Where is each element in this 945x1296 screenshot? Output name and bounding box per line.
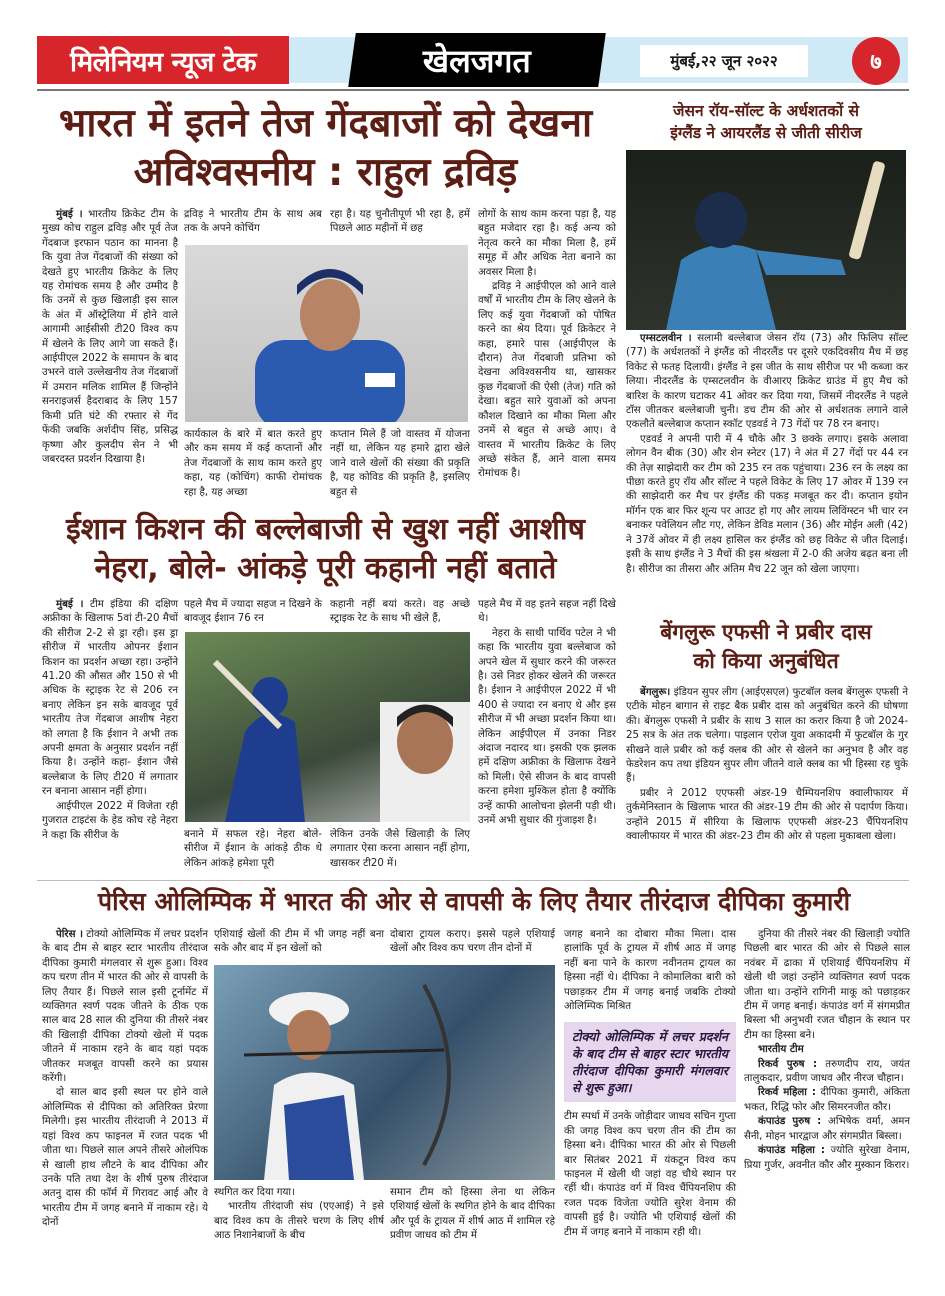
- ishan-col-3-bottom: [330, 828, 470, 871]
- team-heading: भारतीय टीम: [758, 1044, 804, 1056]
- body-text: जगह बनाने का दोबारा मौका मिला। दास हालांकि पूर्व के ट्रायल में शीर्ष आठ में जगह नहीं बना पाने के कारण नवीनतम ट्रायल का हिस्सा नहीं थे। दीपिका ने कोमालिका बारी को पछाड़कर टीम में जगह बनाई जबकि टोक्यो ओलिम्पिक मिश्रित: [564, 929, 736, 1013]
- deepika-photo-illustration: [214, 965, 555, 1180]
- deepika-col-3-bottom: [390, 1186, 555, 1244]
- team-names: अभिषेक वर्मा, अमन सैनी, मोहन भारद्वाज और संगमप्रीत बिस्ला।: [744, 1116, 911, 1142]
- headline-line: भारत में इतने तेज गेंदबाजों को देखना: [58, 101, 593, 146]
- dravid-col-4: [478, 208, 616, 482]
- team-label: कंपाउंड महिला :: [758, 1145, 825, 1157]
- headline-england: [620, 100, 912, 144]
- team-names: ज्योति सुरेखा वेनाम, प्रिया गुर्जर, अवनीत कौर और मुस्कान किरार।: [744, 1145, 910, 1171]
- deepika-col-2-top: [214, 928, 384, 957]
- issue-date: मुंबई,२२ जून २०२२: [640, 45, 808, 77]
- deepika-col-4: [564, 928, 736, 1240]
- team-list-item: [744, 1058, 910, 1087]
- deepika-col-5: [744, 928, 910, 1173]
- ishan-col-2-bottom: [184, 828, 322, 871]
- dateline: बेंगलुरू।: [640, 687, 671, 698]
- team-names: तरुणदीप राय, जयंत तालुकदार, प्रवीण जाधव और नीरज चौहान।: [744, 1058, 910, 1085]
- roy-photo-illustration: [626, 150, 906, 330]
- team-list-item: [744, 1086, 910, 1115]
- body-text: एडवर्ड ने अपनी पारी में 4 चौके और 3 छक्के लगाए। इसके अलावा लोगन वैन बीक (30) और शेन स्नेटर (17) ने अंत में 27 गेंदों पर 44 रन की तेज़ साझेदारी कर टीम को 235 रन तक पहुंचाया। 236 रन के लक्ष्य का पीछा करते हुए रॉय और सॉल्ट ने पहले विकेट के लिए 17 ओवर में 139 रन की साझेदारी कर मैच पर इंग्लैंड की पकड़ मजबूत कर दी। कप्तान इयोन मॉर्गन एक बार फिर शून्य पर आउट हो गए और लायम लिविंग्स्टन भी चार रन बनाकर पवेलियन लौट गए, लेकिन डेविड मलान (36) और मोईन अली (42) ने 37वें ओवर में ही लक्ष्य हासिल कर इंग्लैंड को छह विकेट से जीत दिलाई। इसी के साथ इंग्लैंड ने 3 मैचों की इस श्रंखला में 2-0 की अजेय बढ़त बना ली है। सीरीज का तीसरा और अंतिम मैच 22 जून को खेला जाएगा।: [626, 433, 908, 575]
- jason-roy-photo: [626, 150, 906, 330]
- body-text: नेहरा के साथी पार्थिव पटेल ने भी कहा कि भारतीय युवा बल्लेबाज को अपने खेल में सुधार करने की जरूरत है। उसे निडर होकर खेलने की जरूरत है। ईशान ने आईपीएल 2022 में भी 400 से ज्यादा रन बनाए थे और इस सीरीज में भी अच्छा प्रदर्शन किया था। लेकिन आईपीएल में उनका निडर अंदाज नदारद था। इसकी एक झलक हमें दक्षिण अफ्रीका के खिलाफ देखने को मिली। ऐसे सीजन के बाद वापसी करना हमेशा मुश्किल होता है क्योंकि उन्हें काफी आलोचना झेलनी पड़ी थी। उनमें अभी सुधार की गुंजाइश है।: [478, 627, 616, 827]
- body-text: पहले मैच में ज्यादा सहज न दिखने के बावजूद ईशान 76 रन: [184, 599, 322, 625]
- team-label: कंपाउंड पुरुष :: [758, 1116, 822, 1128]
- body-text: पहले मैच में वह इतने सहज नहीं दिखे थे।: [478, 599, 616, 625]
- body-text: बनाने में सफल रहे। नेहरा बोले- सीरीज में ईशान के आंकड़े ठीक थे लेकिन आंकड़े हमेशा पूरी: [184, 829, 322, 869]
- dravid-col-2-top: [184, 208, 322, 237]
- body-text: एशियाई खेलों की टीम में भी जगह नहीं बना सके और बाद में इन खेलों को: [214, 929, 384, 955]
- england-body: [626, 332, 908, 577]
- headline-line: अविश्वसनीय : राहुल द्रविड़: [133, 149, 518, 195]
- team-names: दीपिका कुमारी, अंकिता भकत, रिद्धि फोर और सिमरनजीत कौर।: [744, 1087, 910, 1113]
- body-text: समान टीम को हिस्सा लेना था लेकिन एशियाई खेलों के स्थगित होने के बाद दीपिका और पूर्व के ट्रायल में शीर्ष आठ में शामिल रहे प्रवीण जाधव को टीम में: [390, 1187, 555, 1242]
- body-text: कप्तान मिले हैं जो वास्तव में योजना नहीं था, लेकिन यह हमारे द्वारा खेले जाने वाले खेलों की संख्या की प्रकृति है, यह कोविड की प्रकृति है, इसलिए बहुत से: [330, 429, 470, 498]
- ishan-photo-illustration: [185, 632, 470, 822]
- team-list-item: [744, 1144, 910, 1173]
- pull-quote: टोक्यो ओलिम्पिक में लचर प्रदर्शन के बाद टीम से बाहर स्टार भारतीय तीरंदाज दीपिका कुमारी मंगलवार से शुरू हुआ।: [564, 1022, 736, 1102]
- headline-line: बेंगलुरू एफसी ने प्रबीर दास: [660, 620, 872, 644]
- team-label: रिकर्व महिला :: [758, 1087, 816, 1099]
- dateline: मुंबई ।: [56, 599, 84, 610]
- headline-line: को किया अनुबंधित: [693, 649, 839, 673]
- header-divider: [37, 89, 909, 91]
- body-text: भारतीय क्रिकेट टीम के मुख्य कोच राहुल द्रविड़ और पूर्व तेज गेंदबाज इरफान पठान का मानना है कि युवा तेज गेंदबाजों की संख्या को देखते हुए भारतीय क्रिकेट के लिए यह रोमांचक समय है और उम्मीद है कि उनमें से कुछ खिलाड़ी इस साल के अंत में ऑस्ट्रेलिया में होने वाले आगामी आईसीसी टी20 विश्व कप में खेलने के लिए आगे जा सकते हैं। आईपीएल 2022 के समापन के बाद उभरने वाले उल्लेखनीय तेज गेंदबाजों में उमरान मलिक शामिल हैं जिन्होंने सनराइजर्स हैदराबाद के लिए 157 किमी प्रति घंटे की रफ्तार से गेंद फेंकी जबकि अर्शदीप सिंह, प्रसिद्ध कृष्णा और कुलदीप सेन ने भी जबरदस्त प्रदर्शन दिखाया है।: [42, 209, 178, 465]
- headline-line: नेहरा, बोले- आंकड़े पूरी कहानी नहीं बताते: [94, 551, 557, 586]
- dateline: मुंबई ।: [56, 209, 83, 220]
- team-label: रिकर्व पुरुष :: [758, 1058, 818, 1070]
- body-text: द्रविड़ ने आईपीएल को आने वाले वर्षों में भारतीय टीम के लिए खेलने के लिए कई युवा गेंदबाजों को पोषित करने का श्रेय दिया। पूर्व क्रिकेटर ने कहा, हमारे पास (आईपीएल के दौरान) तेज गेंदबाजी प्रतिभा को देखना अविश्वसनीय था, खासकर कुछ गेंदबाजों की ऐसी (तेज) गति को देखा। बहुत सारे युवाओं को अपना कौशल दिखाने का मौका मिला और उनमें से बहुत से अच्छे आए। वे वास्तव में भारतीय क्रिकेट के लिए अच्छे संकेत हैं, आने वाला समय रोमांचक है।: [478, 281, 616, 480]
- ishan-col-3-top: [330, 598, 470, 627]
- ishan-nehra-photo: [185, 632, 470, 822]
- dravid-col-3-bottom: [330, 428, 470, 500]
- masthead-text: मिलेनियम न्यूज टेक: [69, 46, 257, 78]
- ishan-col-2-top: [184, 598, 322, 627]
- body-text: सलामी बल्लेबाज जेसन रॉय (73) और फिलिप सॉल्ट (77) के अर्धशतकों ने इंग्लैंड को नीदरलैंड पर दूसरे एकदिवसीय मैच में छह विकेट से फतह दिलायी। इंग्लैंड ने इस जीत के साथ सीरीज पर भी कब्जा कर लिया। नीदरलैंड के एम्सटलवीन के वीआरए क्रिकेट ग्राउंड में हुए मैच को बारिश के कारण घटाकर 41 ओवर कर दिया गया, जिसमें नीदरलैंड ने पहले टॉस जीतकर बल्लेबाजी चुनी। डच टीम की ओर से अर्धशतक लगाने वाले एकलौते बल्लेबाज कप्तान स्कॉट एडवर्ड ने 73 गेंदों पर 78 रन बनाए।: [626, 333, 908, 431]
- body-text: भारतीय तीरंदाजी संघ (एएआई) ने इसे बाद विश्व कप के तीसरे चरण के लिए शीर्ष आठ निशानेबाजों के बीच: [214, 1201, 384, 1242]
- body-text: इंडियन सुपर लीग (आईएसएल) फुटबॉल क्लब बेंगलुरू एफसी ने एटीके मोहन बागान से राइट बैक प्रबीर दास को अनुबंधित करने की घोषणा की। बेंगलुरू एफसी ने प्रबीर के साथ 3 साल का करार किया है जो 2024-25 सत्र के अंत तक चलेगा। पाइलान एरोज युवा अकादमी में फुटबॉल के गुर सीखने वाले प्रबीर को कई क्लब की ओर से खेलने का अनुभव है और वह फेडरेशन कप तथा इंडियन सुपर लीग जीतने वाले क्लब का भी हिस्सा रह चुके हैं।: [626, 687, 908, 785]
- body-text: दुनिया की तीसरे नंबर की खिलाड़ी ज्योति पिछली बार भारत की ओर से पिछले साल नवंबर में ढाका में एशियाई चैंपियनशिप में खेली थी जहां उन्होंने व्यक्तिगत स्वर्ण पदक जीता था। उन्होंने रागिनी माकू को पछाड़कर टीम में जगह बनाई। कंपाउंड वर्ग में संगमप्रीत बिस्ला भी अनुभवी रजत चौहान के स्थान पर टीम का हिस्सा बने।: [744, 929, 910, 1041]
- body-text: टोक्यो ओलिम्पिक में लचर प्रदर्शन के बाद टीम से बाहर स्टार भारतीय तीरंदाज दीपिका कुमारी मंगलवार से शुरू हुआ। विश्व कप चरण तीन में भारत की ओर से वापसी के लिए तैयार हैं। पिछले साल इसी टूर्नामेंट में व्यक्तिगत स्वर्ण पदक जीतने के ठीक एक साल बाद 28 साल की दुनिया की तीसरे नंबर की खिलाड़ी दीपिका टोक्यो खेलो में पदक जीतने में नाकाम रहने के बाद यहां पदक जीतकर मजबूत वापसी करने का प्रयास करेंगी।: [42, 929, 208, 1085]
- dateline: एम्सटलवीन ।: [640, 333, 692, 344]
- body-text: कार्यकाल के बारे में बात करते हुए और कम समय में कई कप्तानों और तेज गेंदबाजों के साथ काम करते हुए कहा, यह (कोचिंग) काफी रोमांचक रहा है, यह अच्छा: [184, 429, 322, 498]
- body-text: स्थगित कर दिया गया।: [214, 1187, 295, 1198]
- deepika-col-1: [42, 928, 208, 1231]
- dravid-photo: [185, 245, 468, 422]
- headline-ishan: [38, 510, 613, 588]
- headline-deepika: पेरिस ओलिम्पिक में भारत की ओर से वापसी के लिए तैयार तीरंदाज दीपिका कुमारी: [97, 887, 851, 916]
- headline-line: जेसन रॉय-सॉल्ट के अर्धशतकों से: [672, 102, 860, 120]
- ishan-col-1: [42, 598, 178, 843]
- body-text: दोबारा ट्रायल कराए। इससे पहले एशियाई खेलों और विश्व कप चरण तीन दोनों में: [390, 929, 555, 955]
- dravid-photo-illustration: [185, 245, 468, 422]
- body-text: टीम इंडिया की दक्षिण अफ्रीका के खिलाफ 5वां टी-20 मैचों की सीरीज 2-2 से ड्रा रही। इस ड्रा सीरीज में भारतीय ओपनर ईशान किशन का प्रदर्शन अच्छा रहा। उन्होंने 41.20 की औसत और 150 से भी अधिक के स्ट्राइक रेट से 206 रन बनाए लेकिन इन सके बावजूद पूर्व भारतीय तेज गेंदबाज आशीष नेहरा को लगता है कि ईशान ने अभी तक अपनी क्षमता के अनुसार प्रदर्शन नहीं किया है। उन्होंने कहा- ईशान जैसे बल्लेबाज के लिए टी20 में लगातार रन बनाना आसान नहीं होगा।: [42, 599, 178, 798]
- body-text: कहानी नहीं बयां करते। वह अच्छे स्ट्राइक रेट के साथ भी खेले हैं,: [330, 599, 470, 625]
- deepika-col-2-bottom: [214, 1186, 384, 1244]
- section-divider: [37, 880, 909, 881]
- body-text: लेकिन उनके जैसे खिलाड़ी के लिए लगातार ऐसा करना आसान नहीं होगा, खासकर टी20 में।: [330, 829, 470, 869]
- body-text: दो साल बाद इसी स्थल पर होने वाले ओलिम्पिक से दीपिका को अतिरिक्त प्रेरणा मिलेगी। इस भारतीय तीरंदाजी ने 2013 में यहां विश्व कप फाइनल में रजत पदक भी जीता था। पिछले साल अपने तीसरे ओलंपिक से खाली हाथ लौटने के बाद दीपिका और उनके पति तथा देश के शीर्ष पुरुष तीरंदाज अतनु दास की फॉर्म में गिरावट आई और वे भारतीय टीम में जगह बनाने में नाकाम रहे। ये दोनों: [42, 1087, 208, 1229]
- body-text: लोगों के साथ काम करना पड़ा है, यह बहुत मजेदार रहा है। कई अन्य को नेतृत्व करने का मौका मिला है, हमें समूह में और अधिक नेता बनाने का अवसर मिला है।: [478, 209, 616, 278]
- body-text: टीम स्पर्धा में उनके जोड़ीदार जाधव सचिन गुप्ता की जगह विश्व कप चरण तीन की टीम का हिस्सा बने। दीपिका भारत की ओर से पिछली बार सितंबर 2021 में यंकटून विश्व कप फाइनल में खेली थी जहां वह चौथे स्थान पर रहीं थी। कंपाउंड वर्ग में विश्व चैंपियनशिप की रजत पदक विजेता ज्योति सुरेश वेनाम की वापसी हुई है। ज्योति भी एशियाई खेलों की टीम में जगह बनाने में नाकाम रही थी।: [564, 1111, 736, 1238]
- dravid-col-3-top: [330, 208, 470, 237]
- page-number: ७: [852, 37, 900, 85]
- body-text: प्रबीर ने 2012 एएफसी अंडर-19 चैम्पियनशिप क्वालीफायर में तुर्कमेनिस्तान के खिलाफ भारत की अंडर-19 टीम की ओर से पदार्पण किया। उन्होंने 2015 में सीरिया के खिलाफ एएफसी अंडर-23 चैंपियनशिप क्वालीफायर में भारत की अंडर-23 टीम की ओर से पहला मुकाबला खेला।: [626, 787, 908, 843]
- ishan-col-4: [478, 598, 616, 829]
- body-text: आईपीएल 2022 में विजेता रही गुजरात टाइटंस के हेड कोच रहे नेहरा ने कहा कि सीरीज के: [42, 800, 178, 841]
- masthead-logo: [37, 36, 289, 84]
- dateline: पेरिस ।: [56, 929, 83, 940]
- deepika-photo: [214, 965, 555, 1180]
- bengaluru-body: [626, 686, 908, 844]
- section-title-text: खेलजगत: [423, 41, 531, 80]
- dravid-col-2-bottom: [184, 428, 322, 500]
- team-list-item: [744, 1115, 910, 1144]
- section-title: [348, 33, 606, 87]
- headline-line: इंग्लैंड ने आयरलैंड से जीती सीरीज: [670, 124, 862, 142]
- body-text: रहा है। यह चुनौतीपूर्ण भी रहा है, हमें पिछले आठ महीनों में छह: [330, 209, 470, 235]
- headline-dravid: [38, 100, 613, 198]
- body-text: द्रविड़ ने भारतीय टीम के साथ अब तक के अपने कोचिंग: [184, 209, 322, 235]
- dravid-col-1: [42, 208, 178, 467]
- headline-bengaluru: [620, 618, 912, 676]
- headline-line: ईशान किशन की बल्लेबाजी से खुश नहीं आशीष: [66, 512, 585, 547]
- deepika-col-3-top: [390, 928, 555, 957]
